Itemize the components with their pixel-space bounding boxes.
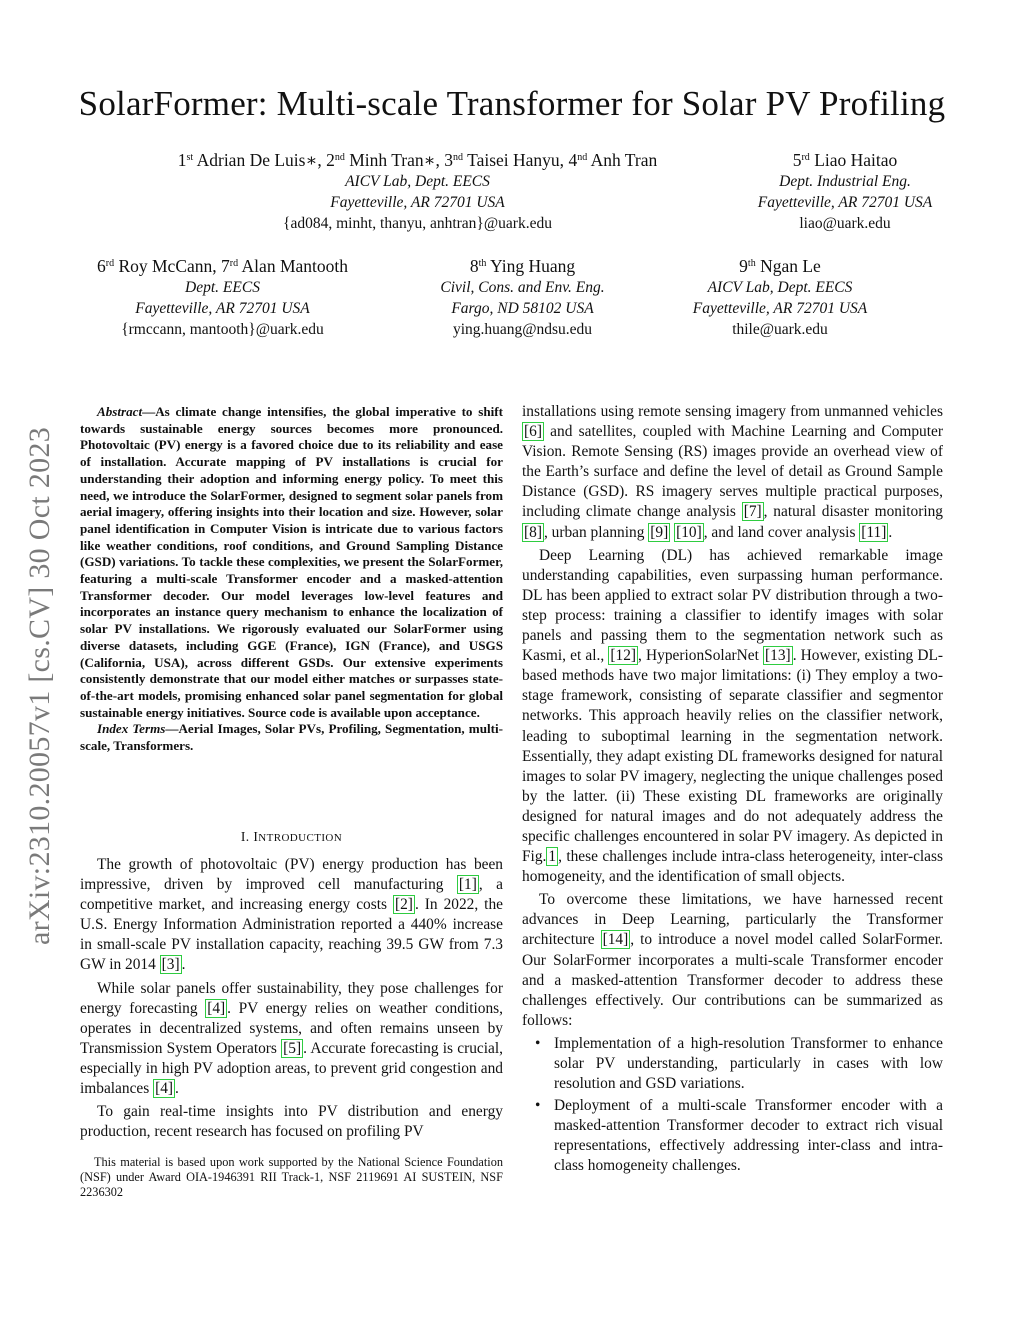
author-dept: Dept. Industrial Eng. — [779, 173, 911, 190]
paragraph: installations using remote sensing imagery from unmanned vehicles [6] and satellites, coupled with Machine Learning and Computer Vision. Remote Sensing (RS) images provide an overhead view of the Earth’s surface and define the level of detail as Ground Sample Distance (GSD). RS imagery serves multiple practical purposes, including climate change analysis [7] , natural disaster monitoring [8] , urban planning [9] [10] , and land cover analysis [11] . — [522, 403, 943, 541]
author-names: 9th Ngan Le — [739, 256, 821, 276]
abstract — [80, 404, 503, 755]
citation-link[interactable]: [3] — [161, 956, 180, 974]
contributions-list — [522, 1034, 943, 1177]
author-location: Fayetteville, AR 72701 USA — [135, 300, 310, 317]
author-dept: Dept. EECS — [185, 279, 260, 296]
paragraph: To gain real-time insights into PV distribution and energy production, recent research has focused on profiling PV — [80, 1103, 503, 1141]
citation-link[interactable]: [4] — [155, 1080, 174, 1098]
abstract-text: —As climate change intensifies, the global imperative to shift towards sustainable energy sources becomes more pronounced. Photovoltaic (PV) energy is a favored choice due to its reliability and ease of installation. Accurate mapping of PV installations is crucial for understanding their adoption and informing energy policy. To meet this need, we introduce the SolarFormer, designed to segment solar panels from aerial imagery, offering insights into their location and size. However, solar panel identification in Computer Vision is intricate due to various factors like weather conditions, roof conditions, and Ground Sampling Distance (GSD) variations. To tackle these complexities, we present the SolarFormer, featuring a multi-scale Transformer encoder and a masked-attention Transformer decoder. Our model leverages low-level features and incorporates an instance query mechanism to enhance the localization of solar PV installations. We rigorously evaluated our SolarFormer using diverse datasets, including GGE (France), IGN (France), and USGS (California, USA), across different GSDs. Our extensive experiments consistently demonstrate that our model either matches or surpasses state-of-the-art models, promising enhanced solar panel segmentation for global sustainable energy initiatives. Source code is available upon acceptance. — [80, 404, 503, 720]
list-item: • Deployment of a multi-scale Transformer encoder with a masked-attention Transformer decoder to extract rich visual representations, effectively addressing inter-class and intra-class homogeneity challenges. — [554, 1096, 943, 1176]
author-dept: Civil, Cons. and Env. Eng. — [440, 279, 605, 296]
author-names: 6rd Roy McCann, 7rd Alan Mantooth — [96, 256, 348, 276]
author-dept: AICV Lab, Dept. EECS — [345, 173, 490, 190]
abstract-paragraph — [80, 404, 503, 721]
index-terms-label: Index Terms — [97, 721, 166, 737]
author-names: 5rd Liao Haitao — [792, 150, 898, 170]
paragraph: Deep Learning (DL) has achieved remarkable image understanding capabilities, even surpassing human performance. DL has been applied to extract solar PV distribution through a two-step process: training a classifier to identify images with solar panels and passing them to the segmentation network such as Kasmi, et al., [12] , HyperionSolarNet [13] . However, existing DL-based methods have two major limitations: (i) They employ a two-stage framework, consisting of separate classifier and segmentor networks. This approach heavily relies on the classifier network, leading to suboptimal learning in the segmentation network. Essentially, they adapt existing DL frameworks designed for natural images to solar PV imagery, neglecting the unique challenges posed by the latter. (ii) These existing DL frameworks are originally designed for natural images and do not adequately address the specific challenges encountered in solar PV imagery. As depicted in Fig. 1 , these challenges include intra-class heterogeneity, inter-class homogeneity, and the identification of small objects. — [522, 546, 943, 886]
list-item: • Implementation of a high-resolution Transformer to enhance solar PV understanding, particularly in cases with low resolution and GSD variations. — [554, 1034, 943, 1094]
author-location: Fayetteville, AR 72701 USA — [692, 300, 868, 317]
author-block-4 — [400, 256, 645, 340]
citation-link[interactable]: [10] — [676, 523, 702, 541]
paragraph: The growth of photovoltaic (PV) energy production has been impressive, driven by improved cell manufacturing [1] , a competitive market, and increasing energy costs [2] . In 2022, the U.S. Energy Information Administration reported a 440% increase in small-scale PV installation capacity, reaching 39.5 GW from 7.3 GW in 2014 [3] . — [80, 856, 504, 974]
funding-footnote — [80, 1155, 503, 1200]
author-dept: AICV Lab, Dept. EECS — [707, 279, 853, 296]
citation-link[interactable]: [7] — [743, 503, 762, 521]
figure-link[interactable]: 1 — [548, 848, 557, 866]
author-block-2 — [730, 150, 960, 234]
paragraph: While solar panels offer sustainability, they pose challenges for energy forecasting [4] . PV energy relies on weather conditions, operates in decentralized systems, and often remains unseen by Transmission System Operators [5] . Accurate forecasting is crucial, especially in high PV adoption areas, to prevent grid congestion and imbalances [4] . — [80, 979, 503, 1098]
citation-link[interactable]: [2] — [394, 896, 413, 914]
author-block-1 — [130, 150, 705, 234]
citation-link[interactable]: [8] — [524, 523, 542, 541]
paragraph: To overcome these limitations, we have harnessed recent advances in Deep Learning, particularly the Transformer architecture [14] , to introduce a novel model called SolarFormer. Our SolarFormer incorporates a multi-scale Transformer encoder and a masked-attention Transformer decoder to address these challenges effectively. Our contributions can be summarized as follows: — [522, 891, 943, 1029]
citation-link[interactable]: [13] — [765, 647, 791, 665]
citation-link[interactable]: [14] — [602, 931, 629, 949]
author-email: ying.huang@ndsu.edu — [452, 321, 593, 338]
author-block-5 — [665, 256, 895, 340]
right-column-body — [522, 402, 943, 1179]
abstract-label: Abstract — [97, 404, 143, 419]
author-email: thile@uark.edu — [732, 321, 828, 338]
author-names: 8th Ying Huang — [469, 256, 576, 276]
citation-link[interactable]: [9] — [650, 523, 669, 541]
author-location: Fayetteville, AR 72701 USA — [757, 194, 933, 211]
citation-link[interactable]: [1] — [458, 876, 477, 894]
citation-link[interactable]: [6] — [524, 423, 542, 441]
author-email: liao@uark.edu — [799, 215, 891, 232]
author-block-3 — [70, 256, 375, 340]
author-location: Fayetteville, AR 72701 USA — [330, 194, 505, 211]
citation-link[interactable]: [12] — [610, 647, 637, 665]
index-terms — [80, 721, 503, 754]
author-email: {rmccann, mantooth}@uark.edu — [121, 321, 324, 338]
left-column-body — [80, 855, 503, 1145]
arxiv-identifier: arXiv:2310.20057v1 [cs.CV] 30 Oct 2023 — [23, 426, 56, 945]
citation-link[interactable]: [5] — [283, 1039, 302, 1057]
section-heading-introduction: I. INTRODUCTION — [240, 829, 343, 844]
footnote-text: This material is based upon work supported by the National Science Foundation (NSF) under Award OIA-1946391 RII Track-1, NSF 2119691 AI SUSTEIN, NSF 2236302 — [80, 1155, 503, 1199]
author-names: 1st Adrian De Luis∗, 2nd Minh Tran∗, 3nd Taisei Hanyu, 4nd Anh Tran — [177, 150, 658, 170]
citation-link[interactable]: [4] — [207, 999, 226, 1017]
index-terms-text: —Aerial Images, Solar PVs, Profiling, Segmentation, multi-scale, Transformers. — [80, 721, 503, 754]
author-email: {ad084, minht, thanyu, anhtran}@uark.edu — [283, 215, 552, 232]
author-location: Fargo, ND 58102 USA — [451, 300, 594, 317]
paper-title: SolarFormer: Multi-scale Transformer for Solar PV Profiling — [78, 84, 946, 123]
citation-link[interactable]: [11] — [861, 523, 887, 541]
